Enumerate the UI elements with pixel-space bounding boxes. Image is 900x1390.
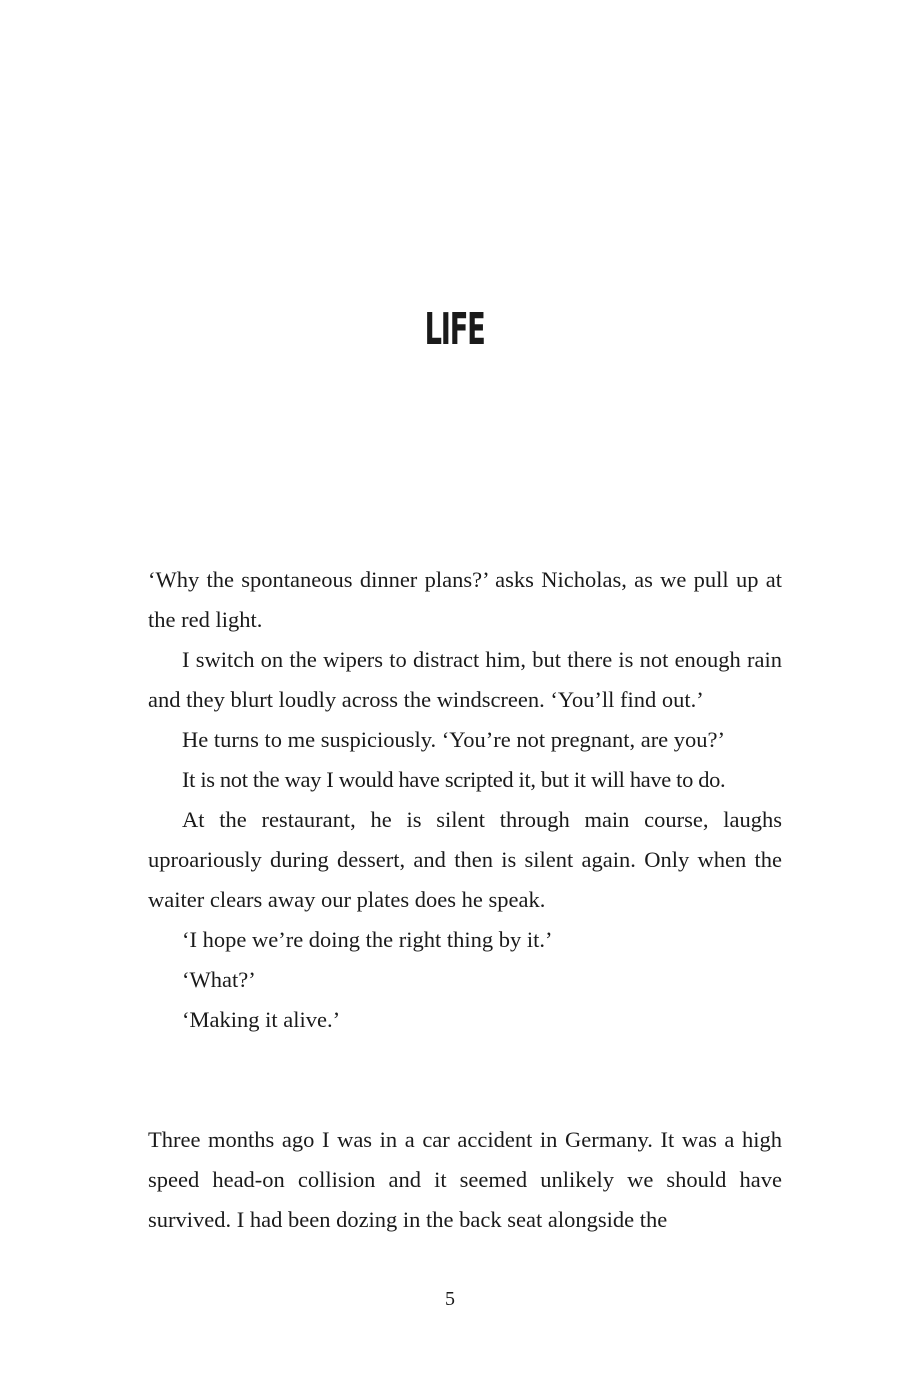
paragraph: ‘Why the spontaneous dinner plans?’ asks Nicholas, as we pull up at the red light. <box>148 567 782 632</box>
section-2-body <box>148 1120 782 1240</box>
paragraph: It is not the way I would have scripted it, but it will have to do. <box>182 767 726 792</box>
page-number: 5 <box>445 1288 455 1310</box>
section-1-body <box>148 560 782 1040</box>
paragraph: Three months ago I was in a car accident in Germany. It was a high speed head-on collision and it seemed unlikely we should have survived. I had been dozing in the back seat alongside the <box>148 1127 782 1232</box>
paragraph: He turns to me suspiciously. ‘You’re not pregnant, are you?’ <box>182 727 726 752</box>
paragraph: ‘What?’ <box>182 967 256 992</box>
chapter-title: LIFE <box>424 304 485 355</box>
paragraph: ‘Making it alive.’ <box>182 1007 341 1032</box>
paragraph: I switch on the wipers to distract him, but there is not enough rain and they blurt loudly across the windscreen. ‘You’ll find out.’ <box>148 647 782 712</box>
paragraph: ‘I hope we’re doing the right thing by it.’ <box>182 927 553 952</box>
paragraph: At the restaurant, he is silent through main course, laughs uproariously during dessert, and then is silent again. Only when the waiter clears away our plates does he speak. <box>148 807 782 912</box>
